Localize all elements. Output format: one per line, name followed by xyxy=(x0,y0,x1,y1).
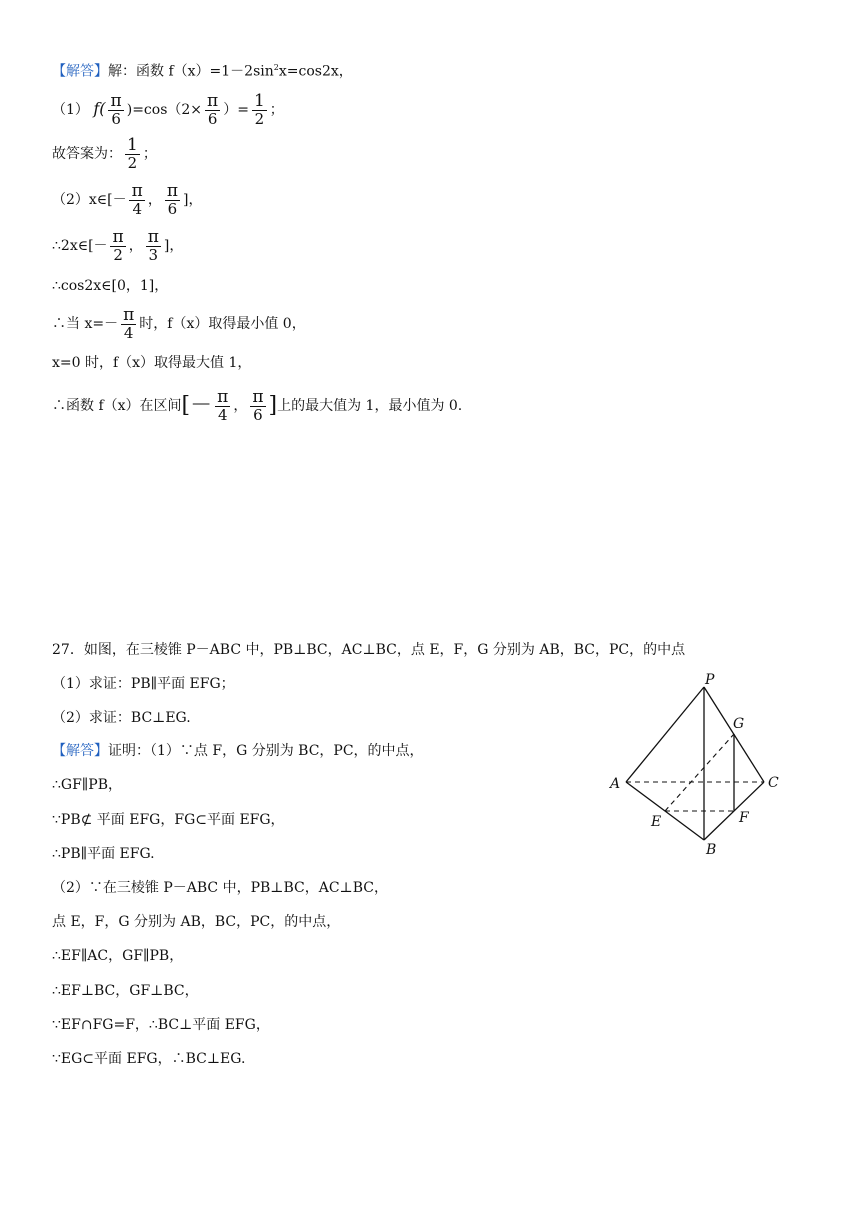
segment-EG-hidden xyxy=(665,734,734,811)
cos-range: ∴cos2x∈[0，1]， xyxy=(52,278,169,294)
answer-tag: 【解答】 xyxy=(52,63,108,80)
fraction: $\frac{\pi}{3}$ xyxy=(145,228,162,264)
fraction: $\frac{\pi}{4}$ xyxy=(214,388,231,424)
fraction: $\frac{\pi}{6}$ xyxy=(108,92,125,128)
label-E: E xyxy=(651,814,662,830)
fraction: $\frac{1}{2}$ xyxy=(251,92,268,128)
label-B: B xyxy=(706,842,717,858)
pyramid-figure xyxy=(600,670,800,860)
solution-intro: 【解答】解：函数 $f(x)=1-2\sin^2x=\cos 2x$， xyxy=(52,63,353,80)
double-x-range: ∴2x∈[－ $\frac{\pi}{2}$ ， $\frac{\pi}{3}$ ]， xyxy=(52,227,184,264)
label-F: F xyxy=(739,810,749,826)
question-1: （1）求证：PB∥平面 EFG； xyxy=(52,676,235,692)
fraction: $\frac{\pi}{2}$ xyxy=(110,228,127,264)
fraction: $\frac{\pi}{4}$ xyxy=(120,306,137,342)
min-line: ∴当 x=－ $\frac{\pi}{4}$ 时，f（x）取得最小值 0， xyxy=(52,305,306,342)
proof-step: ∵PB⊄ 平面 EFG，FG⊂平面 EFG， xyxy=(52,812,285,828)
fraction: $\frac{\pi}{4}$ xyxy=(129,182,146,218)
proof-step: ∴EF∥AC，GF∥PB， xyxy=(52,948,184,964)
label-A: A xyxy=(610,776,621,792)
proof-start: 【解答】证明：（1）∵点 F，G 分别为 BC，PC，的中点， xyxy=(52,743,424,759)
proof-step: ∴GF∥PB， xyxy=(52,777,122,793)
edge-PA xyxy=(626,687,704,782)
fraction: $\frac{\pi}{6}$ xyxy=(204,92,221,128)
fraction: $\frac{\pi}{6}$ xyxy=(249,388,266,424)
part2-range: （2）x∈[－ $\frac{\pi}{4}$ ， $\frac{\pi}{6}$ ]， xyxy=(52,181,203,218)
answer-tag: 【解答】 xyxy=(52,743,108,759)
label-P: P xyxy=(705,672,715,688)
max-line: x=0 时，f（x）取得最大值 1， xyxy=(52,355,252,371)
label-C: C xyxy=(768,775,779,791)
proof-step: ∴EF⊥BC，GF⊥BC， xyxy=(52,983,199,999)
label-G: G xyxy=(733,716,745,732)
proof-step: ∵EF∩FG=F，∴BC⊥平面 EFG， xyxy=(52,1017,270,1033)
fraction: $\frac{\pi}{6}$ xyxy=(164,182,181,218)
problem-27-stem: 27．如图，在三棱锥 P－ABC 中，PB⊥BC，AC⊥BC，点 E，F，G 分别为 AB，BC，PC，的中点 xyxy=(52,642,686,658)
fraction: $\frac{1}{2}$ xyxy=(124,136,141,172)
proof-step: 点 E，F，G 分别为 AB，BC，PC，的中点， xyxy=(52,914,341,930)
answer-line: 故答案为： $\frac{1}{2}$ ； xyxy=(52,135,157,172)
proof-step: ∵EG⊂平面 EFG，∴BC⊥EG. xyxy=(52,1051,246,1067)
question-2: （2）求证：BC⊥EG. xyxy=(52,710,191,726)
proof-step: （2）∵在三棱锥 P－ABC 中，PB⊥BC，AC⊥BC， xyxy=(52,880,388,896)
proof-step: ∴PB∥平面 EFG. xyxy=(52,846,155,862)
conclusion-line: ∴函数 f（x）在区间[－ $\frac{\pi}{4}$ ， $\frac{\pi}{6}$ ]上的最大值为 1，最小值为 0. xyxy=(52,387,463,424)
part1-line: （1） f( $\frac{\pi}{6}$ )=cos（2× $\frac{\pi}{6}$ ）= $\frac{1}{2}$ ； xyxy=(52,91,284,128)
